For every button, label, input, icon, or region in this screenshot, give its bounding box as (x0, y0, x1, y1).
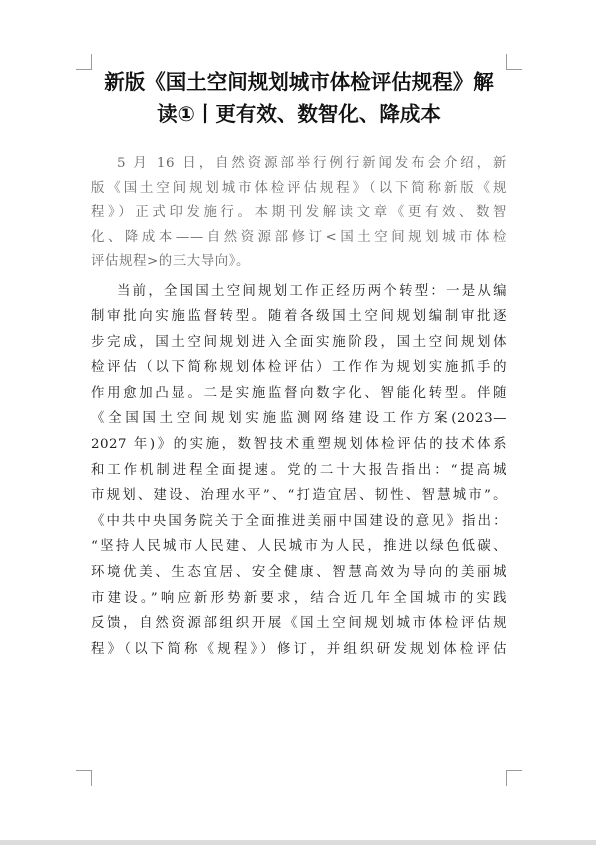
intro-paragraph (91, 152, 507, 275)
body-line: 市建设。”响应新形势新要求，结合近几年全国城市的实践 (91, 590, 507, 606)
title-line: 读①丨更有效、数智化、降成本 (157, 102, 441, 126)
body-line: “坚持人民城市人民建、人民城市为人民，推进以绿色低碳、 (91, 539, 507, 555)
page-content (91, 66, 507, 662)
body-line: 2027 年)》的实施，数智技术重塑规划体检评估的技术体系 (91, 437, 507, 453)
document-title (91, 66, 507, 130)
body-line: 检评估（以下简称规划体检评估）工作作为规划实施抓手的 (91, 360, 507, 376)
page-bottom-edge (0, 840, 596, 845)
crop-mark-top-right (506, 54, 522, 70)
crop-mark-top-left (76, 54, 92, 70)
body-line: 反馈，自然资源部组织开展《国土空间规划城市体检评估规 (91, 616, 507, 632)
crop-mark-bottom-right (506, 770, 522, 786)
title-line: 新版《国土空间规划城市体检评估规程》解 (104, 70, 494, 94)
body-line: 制审批向实施监督转型。随着各级国土空间规划编制审批逐 (91, 309, 507, 325)
intro-line: 5 月 16 日，自然资源部举行例行新闻发布会介绍，新 (117, 156, 507, 171)
intro-line: 评估规程>的三大导向》。 (91, 254, 251, 269)
intro-line: 化、降成本——自然资源部修订<国土空间规划城市体检 (91, 229, 507, 245)
body-line: 《中共中央国务院关于全面推进美丽中国建设的意见》指出： (91, 513, 507, 529)
body-line: 步完成，国土空间规划进入全面实施阶段，国土空间规划体 (91, 334, 507, 350)
body-line: 《全国国土空间规划实施监测网络建设工作方案(2023— (91, 411, 507, 427)
body-line: 程》（以下简称《规程》）修订，并组织研发规划体检评估 (91, 641, 507, 657)
body-line: 环境优美、生态宜居、安全健康、智慧高效为导向的美丽城 (91, 565, 507, 581)
intro-line: 程》）正式印发施行。本期刊发解读文章《更有效、数智 (91, 205, 507, 220)
intro-line: 版《国土空间规划城市体检评估规程》（以下简称新版《规 (91, 180, 507, 196)
body-paragraph (91, 279, 507, 663)
body-line: 作用愈加凸显。二是实施监督向数字化、智能化转型。伴随 (91, 385, 507, 401)
body-line: 市规划、建设、治理水平”、“打造宜居、韧性、智慧城市”。 (91, 488, 507, 504)
crop-mark-bottom-left (76, 770, 92, 786)
body-line: 当前，全国国土空间规划工作正经历两个转型：一是从编 (117, 283, 507, 299)
body-line: 和工作机制进程全面提速。党的二十大报告指出：“提高城 (91, 462, 507, 478)
